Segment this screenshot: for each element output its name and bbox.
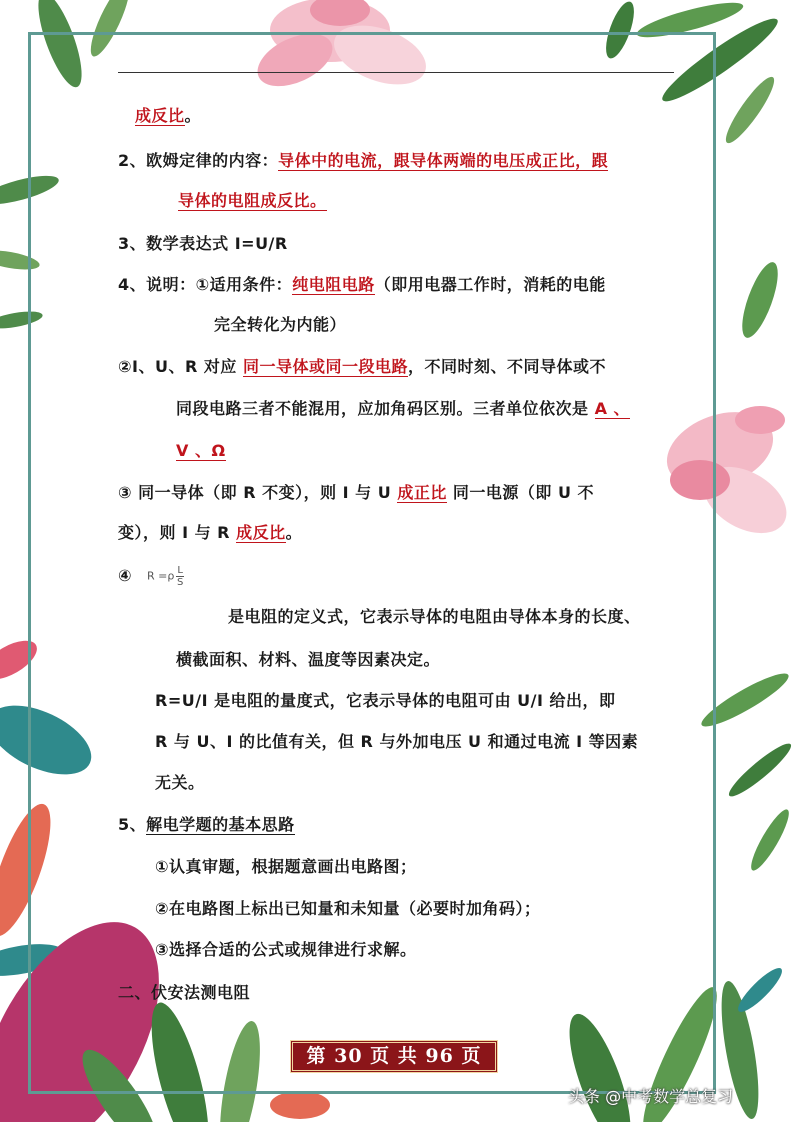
text-line-21: ③选择合适的公式或规律进行求解。	[155, 940, 417, 959]
answer-underline: 成反比	[135, 106, 185, 125]
text-line-10: ③ 同一导体（即 R 不变），则 I 与 U 成正比 同一电源（即 U 不	[118, 483, 595, 502]
answer-underline: 成反比	[236, 523, 286, 542]
text-line-18: 5、解电学题的基本思路	[118, 815, 295, 834]
text-line-12: ④	[118, 566, 133, 585]
section-heading-underline: 解电学题的基本思路	[146, 815, 295, 834]
text-line-17: 无关。	[155, 773, 205, 792]
text-line-19: ①认真审题，根据题意画出电路图；	[155, 857, 417, 876]
text-line-4: 3、数学表达式 I=U/R	[118, 234, 288, 253]
text-line-1: 成反比。	[135, 106, 202, 125]
text-line-2: 2、欧姆定律的内容：导体中的电流，跟导体两端的电压成正比，跟	[118, 151, 609, 170]
watermark-text: 头条 @中考数学总复习	[568, 1087, 734, 1106]
text-line-14: 横截面积、材料、温度等因素决定。	[176, 650, 441, 669]
text-line-5: 4、说明：①适用条件：纯电阻电路（即用电器工作时，消耗的电能	[118, 275, 606, 294]
answer-underline: V 、Ω	[176, 441, 226, 460]
text-line-22: 二、伏安法测电阻	[118, 983, 251, 1002]
answer-underline: 导体中的电流，跟导体两端的电压成正比，跟	[278, 151, 609, 170]
page-frame	[28, 32, 716, 1094]
text-line-20: ②在电路图上标出已知量和未知量（必要时加角码）；	[155, 899, 541, 918]
text-line-15: R=U/I 是电阻的量度式，它表示导体的电阻可由 U/I 给出，即	[155, 691, 616, 710]
resistivity-formula: R =ρ $\frac{L}{S}$	[147, 565, 184, 588]
text-line-16: R 与 U、I 的比值有关，但 R 与外加电压 U 和通过电流 I 等因素	[155, 732, 639, 751]
answer-underline: 纯电阻电路	[292, 275, 375, 294]
text-line-9	[176, 440, 226, 462]
answer-underline: 同一导体或同一段电路	[242, 357, 408, 376]
text-line-6: 完全转化为内能）	[214, 315, 347, 334]
answer-underline: 成正比	[397, 483, 447, 502]
page-number-badge: 第 30 页 共 96 页	[290, 1040, 498, 1073]
answer-underline: A 、	[594, 399, 631, 418]
answer-underline: 导体的电阻成反比。	[178, 191, 327, 210]
text-line-11: 变），则 I 与 R 成反比。	[118, 523, 303, 542]
header-rule	[118, 72, 674, 73]
text-line-3	[178, 190, 327, 212]
text-line-7: ②I、U、R 对应 同一导体或同一段电路，不同时刻、不同导体或不	[118, 357, 606, 376]
text-line-8: 同段电路三者不能混用，应加角码区别。三者单位依次是 A 、	[176, 399, 631, 418]
fraction: $\frac{L}{S}$	[176, 565, 184, 588]
text-line-13: 是电阻的定义式，它表示导体的电阻由导体本身的长度、	[228, 607, 641, 626]
